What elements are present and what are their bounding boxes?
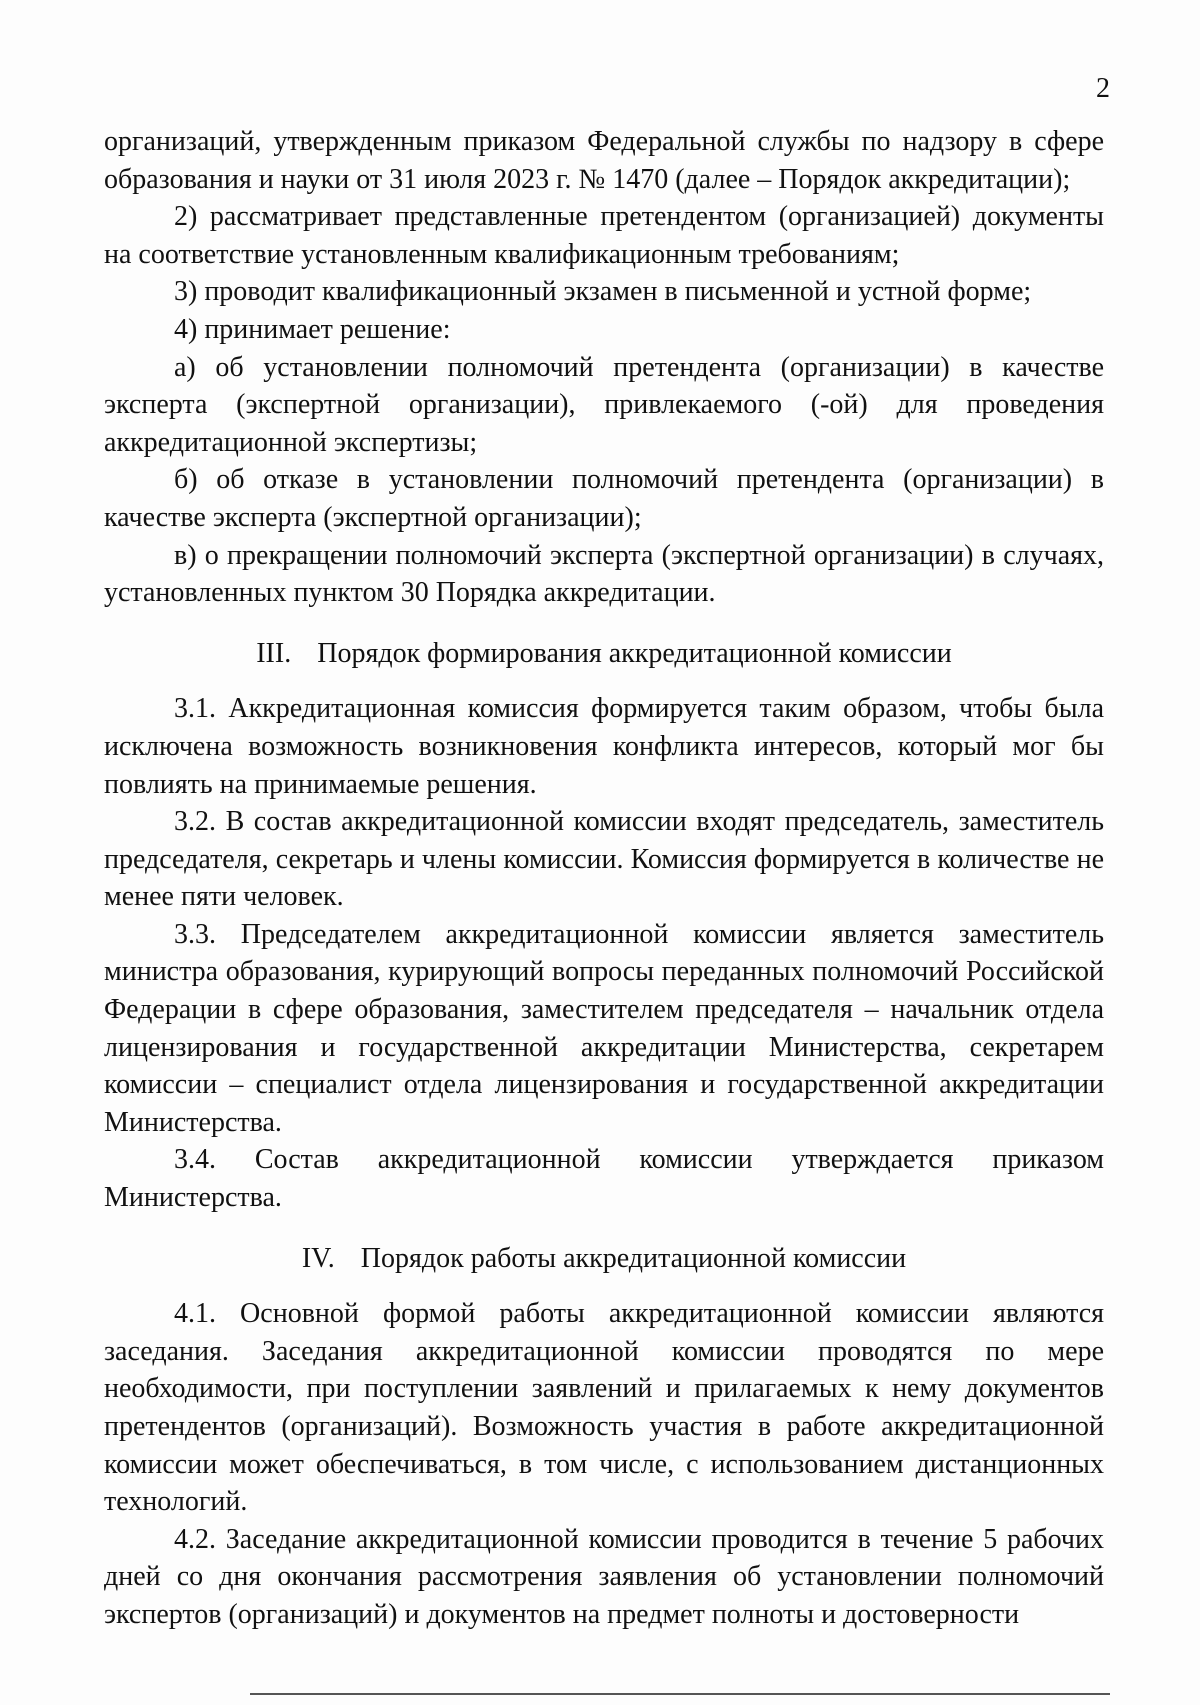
section-title: Порядок работы аккредитационной комиссии — [360, 1242, 907, 1274]
sub-item-v: в) о прекращении полномочий эксперта (экспертной организации) в случаях, установленных пунктом 30 Порядка аккредитации. — [104, 539, 1104, 609]
section-number: IV. — [301, 1242, 335, 1274]
clause-4-1: 4.1. Основной формой работы аккредитационной комиссии являются заседания. Заседания аккредитационной комиссии проводятся по мере необходимости, при поступлении заявлений и прилагаемых к нему документов претендентов (организаций). Возможность участия в работе аккредитационной комиссии может обеспечиваться, в том числе, с использованием дистанционных технологий. — [104, 1298, 1104, 1518]
section-number: III. — [256, 637, 292, 669]
list-item-2: 2) рассматривает представленные претендентом (организацией) документы на соответствие установленным квалификационным требованиям; — [104, 201, 1104, 270]
section-heading-4 — [104, 1240, 1104, 1278]
list-item-4: 4) принимает решение: — [174, 313, 451, 345]
clause-3-4: 3.4. Состав аккредитационной комиссии утверждается приказом Министерства. — [104, 1144, 1104, 1214]
list-item-3: 3) проводит квалификационный экзамен в письменной и устной форме; — [174, 276, 1032, 308]
document-body — [104, 123, 1104, 1634]
sub-item-b: б) об отказе в установлении полномочий претендента (организации) в качестве эксперта (экспертной организации); — [104, 464, 1104, 533]
scan-edge-line — [250, 1693, 1110, 1695]
section-heading-3 — [104, 635, 1104, 673]
section-title: Порядок формирования аккредитационной комиссии — [317, 637, 952, 669]
clause-4-2: 4.2. Заседание аккредитационной комиссии проводится в течение 5 рабочих дней со дня окончания рассмотрения заявления об установлении полномочий экспертов (организаций) и документов на предмет полноты и достоверности — [104, 1523, 1104, 1630]
clause-3-1: 3.1. Аккредитационная комиссия формируется таким образом, чтобы была исключена возможность возникновения конфликта интересов, который мог бы повлиять на принимаемые решения. — [104, 693, 1104, 800]
paragraph-continuation: организаций, утвержденным приказом Федеральной службы по надзору в сфере образования и науки от 31 июля 2023 г. № 1470 (далее – Порядок аккредитации); — [104, 126, 1104, 195]
clause-3-2: 3.2. В состав аккредитационной комиссии входят председатель, заместитель председателя, секретарь и члены комиссии. Комиссия формируется в количестве не менее пяти человек. — [104, 806, 1104, 913]
sub-item-a: а) об установлении полномочий претендента (организации) в качестве эксперта (экспертной организации), привлекаемого (-ой) для проведения аккредитационной экспертизы; — [104, 351, 1104, 458]
clause-3-3: 3.3. Председателем аккредитационной комиссии является заместитель министра образования, курирующий вопросы переданных полномочий Российской Федерации в сфере образования, заместителем председателя – начальник отдела лицензирования и государственной аккредитации Министерства, секретарем комиссии – специалист отдела лицензирования и государственной аккредитации Министерства. — [104, 918, 1104, 1138]
page-number: 2 — [1096, 73, 1110, 104]
